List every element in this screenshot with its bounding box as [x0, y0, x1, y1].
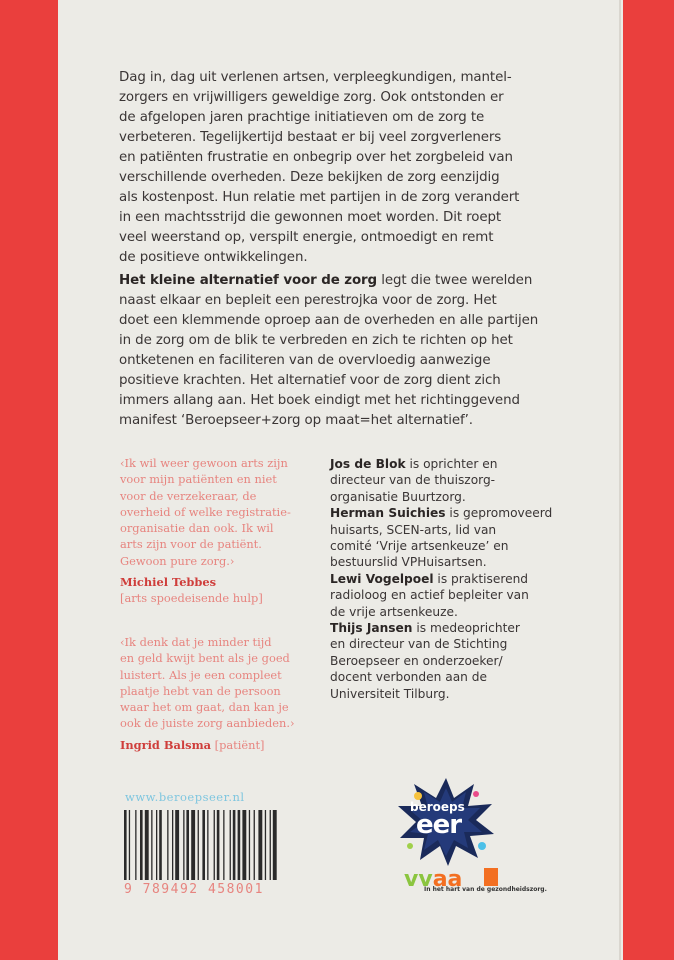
bio-name: Thijs Jansen [330, 621, 413, 636]
bio-herman-suichies [330, 505, 553, 571]
quote-line: voor de verzekeraar, de [120, 488, 257, 503]
quote-line: ‹Ik denk dat je minder tijd [120, 635, 272, 649]
spine-line [619, 0, 621, 960]
text-line: immers allang aan. Het boek eindigt met het richtinggevend [119, 393, 520, 408]
bio-thijs-jansen [330, 620, 550, 702]
intro-paragraph [119, 68, 559, 268]
text-line: doet een klemmende oproep aan de overheden en alle partijen [119, 313, 539, 328]
quote-line: Gewoon pure zorg.› [120, 553, 235, 568]
quote-line: en geld kwijt bent als je goed [120, 651, 290, 666]
text-fragment: is oprichter en [405, 457, 498, 471]
bio-name: Jos de Blok [330, 457, 406, 471]
website-url[interactable]: www.beroepseer.nl [125, 790, 245, 804]
barcode-bar [254, 810, 255, 880]
bio-line: comité ‘Vrije artsenkeuze’ en [330, 539, 509, 554]
quote-author: Michiel Tebbes [120, 575, 217, 590]
barcode-bar [145, 810, 149, 880]
quote-line: voor mijn patiënten en niet [120, 472, 277, 487]
quote-author: Ingrid Balsma [120, 737, 212, 752]
text-line [119, 271, 559, 291]
quote-attribution [120, 737, 320, 753]
text-line: als kostenpost. Hun relatie met partijen in de zorg verandert [119, 190, 520, 205]
bio-line: Universiteit Tilburg. [330, 686, 450, 701]
bio-line [330, 571, 550, 587]
barcode-bar [159, 810, 162, 880]
barcode-bar [186, 810, 189, 880]
barcode-bar [183, 810, 184, 880]
quote-author-role: [arts spoedeisende hulp] [120, 591, 263, 606]
barcode-bar [230, 810, 231, 880]
barcode-bar [202, 810, 205, 880]
barcode-bar [207, 810, 208, 880]
barcode-bar [140, 810, 143, 880]
bio-line: en directeur van de Stichting [330, 637, 508, 652]
bio-line [330, 620, 550, 636]
quote-line: overheid of welke registratie- [120, 504, 291, 519]
text-line: en patiënten frustratie en onbegrip over het zorgbeleid van [119, 150, 513, 165]
text-fragment: legt die twee werelden [377, 273, 533, 288]
text-line: Dag in, dag uit verlenen artsen, verpleegkundigen, mantel- [119, 70, 512, 85]
cover-edge-left [0, 0, 58, 960]
quote-michiel-tebbes [120, 455, 320, 607]
barcode-bar [214, 810, 215, 880]
barcode-bar [249, 810, 250, 880]
barcode-bar [167, 810, 168, 880]
quote-line: plaatje hebt van de persoon [120, 683, 281, 698]
bio-line: Beroepseer en onderzoeker/ [330, 653, 503, 668]
barcode-bar [265, 810, 266, 880]
bio-lewi-vogelpoel [330, 571, 550, 620]
bio-line: bestuurslid VPHuisartsen. [330, 555, 487, 570]
bio-line: de vrije artsenkeuze. [330, 604, 458, 619]
barcode-bar [273, 810, 277, 880]
barcode-bar [156, 810, 157, 880]
book-title: Het kleine alternatief voor de zorg [119, 273, 378, 288]
barcode-bar [258, 810, 262, 880]
text-line: zorgers en vrijwilligers geweldige zorg. Ook ontstonden er [119, 90, 504, 105]
logo-eer-text: eer [416, 810, 462, 840]
text-line: manifest ‘Beroepseer+zorg op maat=het alternatief’. [119, 413, 473, 428]
bio-line: organisatie Buurtzorg. [330, 489, 466, 504]
barcode-bar [270, 810, 271, 880]
barcode-bar [129, 810, 130, 880]
back-cover-page [58, 0, 623, 960]
text-line: verschillende overheden. Deze bekijken de zorg eenzijdig [119, 170, 500, 185]
barcode-bar [242, 810, 246, 880]
text-line: naast elkaar en bepleit een perestrojka voor de zorg. Het [119, 293, 497, 308]
barcode-bar [172, 810, 173, 880]
barcode-bar [223, 810, 224, 880]
text-line: veel weerstand op, verspilt energie, ontmoedigt en remt [119, 230, 494, 245]
barcode [122, 810, 318, 880]
barcode-bar [198, 810, 199, 880]
barcode-number: 9 789492 458001 [124, 882, 264, 897]
logo-beroeps-text: beroeps [410, 800, 465, 814]
text-line: positieve krachten. Het alternatief voor de zorg dient zich [119, 373, 501, 388]
text-line: de afgelopen jaren prachtige initiatieven om de zorg te [119, 110, 485, 125]
vvaa-logo-text: vvaa [404, 867, 463, 890]
bio-line: huisarts, SCEN-arts, lid van [330, 522, 497, 537]
text-line: verbeteren. Tegelijkertijd bestaat er bij veel zorgverleners [119, 130, 502, 145]
bio-line: radioloog en actief bepleiter van [330, 588, 529, 603]
text-line: in de zorg om de blik te verbreden en zich te richten op het [119, 333, 513, 348]
barcode-bar [233, 810, 236, 880]
text-fragment: is praktiserend [433, 571, 529, 586]
quote-line: waar het om gaat, dan kan je [120, 700, 289, 715]
vvaa-logo-mark [484, 868, 498, 886]
text-line: de positieve ontwikkelingen. [119, 250, 308, 265]
author-bios [330, 456, 553, 702]
cover-edge-right [623, 0, 674, 960]
bio-line: docent verbonden aan de [330, 670, 488, 685]
summary-paragraph [119, 271, 559, 431]
text-line: in een machtsstrijd die gewonnen moet worden. Dit roept [119, 210, 502, 225]
barcode-bar [217, 810, 220, 880]
quote-line: ook de juiste zorg aanbieden.› [120, 716, 295, 731]
barcode-bar [238, 810, 241, 880]
bio-name: Lewi Vogelpoel [330, 571, 434, 586]
vvaa-tagline: In het hart van de gezondheidszorg. [424, 886, 547, 893]
quote-ingrid-balsma [120, 634, 320, 753]
text-fragment: is gepromoveerd [445, 506, 553, 521]
barcode-bar [175, 810, 179, 880]
bio-line [330, 505, 553, 521]
quote-line: arts zijn voor de patiënt. [120, 537, 262, 552]
quote-line: ‹Ik wil weer gewoon arts zijn [120, 456, 288, 470]
bio-line [330, 456, 550, 472]
text-fragment: is medeoprichter [412, 621, 520, 636]
bio-line: directeur van de thuiszorg- [330, 473, 496, 488]
bio-name: Herman Suichies [330, 506, 446, 521]
barcode-bar [151, 810, 152, 880]
bio-jos-de-blok [330, 456, 550, 505]
barcode-bar [135, 810, 136, 880]
barcode-bar [191, 810, 195, 880]
quote-line: luistert. Als je een compleet [120, 667, 282, 682]
barcode-bar [124, 810, 127, 880]
quote-line: organisatie dan ook. Ik wil [120, 521, 274, 536]
quote-author-role: [patiënt] [214, 737, 265, 752]
text-line: ontketenen en faciliteren van de overvloedig aanwezige [119, 353, 491, 368]
